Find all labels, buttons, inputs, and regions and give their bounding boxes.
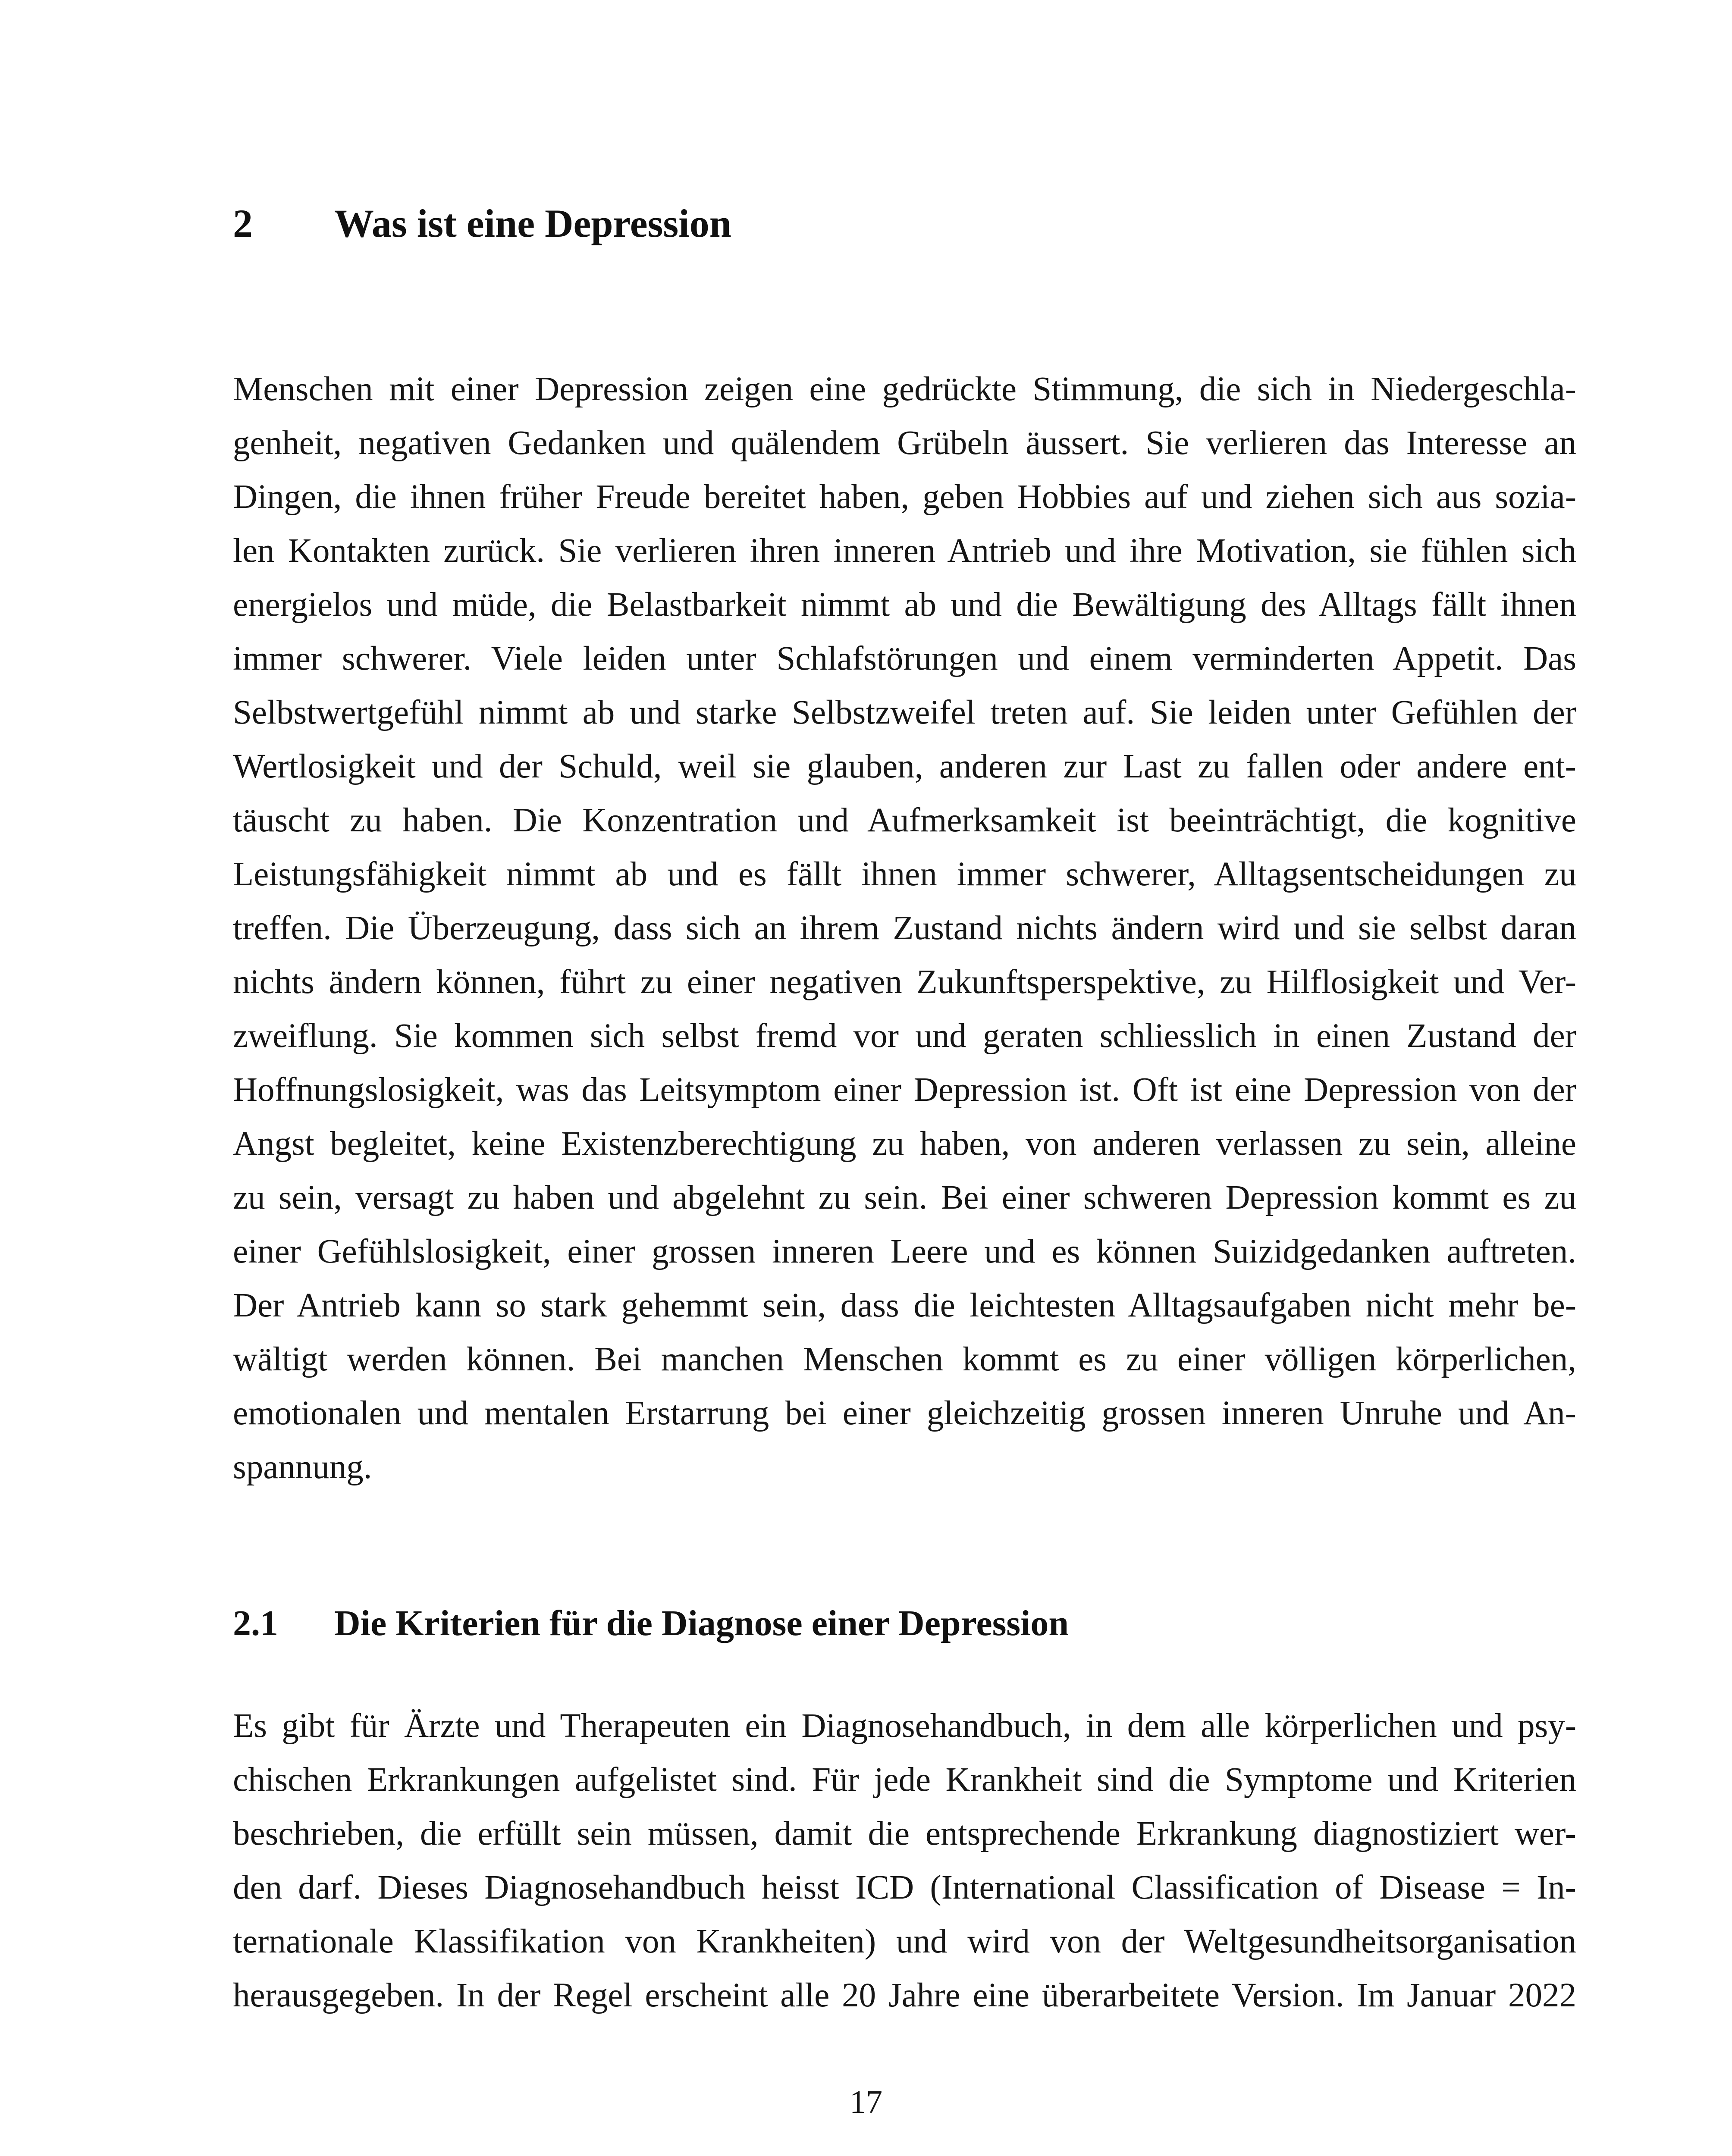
subsection-heading <box>233 1595 1570 1651</box>
page-number: 17 <box>850 2084 882 2120</box>
text-line: Hoffnungslosigkeit, was das Leitsymptom einer Depression ist. Oft ist eine Depression von der <box>233 1071 1576 1109</box>
text-line: Selbstwertgefühl nimmt ab und starke Selbstzweifel treten auf. Sie leiden unter Gefühlen der <box>233 694 1576 731</box>
text-line: chischen Erkrankungen aufgelistet sind. Für jede Krankheit sind die Symptome und Kriterien <box>233 1761 1576 1799</box>
text-line: len Kontakten zurück. Sie verlieren ihren inneren Antrieb und ihre Motivation, sie fühlen sich <box>233 532 1576 570</box>
text-line: emotionalen und mentalen Erstarrung bei einer gleichzeitig grossen inneren Unruhe und An- <box>233 1395 1576 1432</box>
text-line: einer Gefühlslosigkeit, einer grossen inneren Leere und es können Suizidgedanken auftreten. <box>233 1233 1576 1270</box>
text-line: genheit, negativen Gedanken und quälendem Grübeln äussert. Sie verlieren das Interesse an <box>233 424 1576 462</box>
section-title: Was ist eine Depression <box>334 201 731 245</box>
text-line: Dingen, die ihnen früher Freude bereitet haben, geben Hobbies auf und ziehen sich aus sozia- <box>233 478 1576 516</box>
text-line: herausgegeben. In der Regel erscheint alle 20 Jahre eine überarbeitete Version. Im Januar 2022 <box>233 1977 1576 2014</box>
text-line: den darf. Dieses Diagnosehandbuch heisst ICD (International Classification of Disease = In- <box>233 1869 1576 1906</box>
body-paragraph-1 <box>233 362 1576 1494</box>
section-heading <box>233 193 1570 254</box>
text-line: Angst begleitet, keine Existenzberechtigung zu haben, von anderen verlassen zu sein, alleine <box>233 1125 1576 1163</box>
text-line: Es gibt für Ärzte und Therapeuten ein Diagnosehandbuch, in dem alle körperlichen und psy- <box>233 1707 1576 1745</box>
body-paragraph-2 <box>233 1699 1576 2022</box>
text-line: Der Antrieb kann so stark gehemmt sein, dass die leichtesten Alltagsaufgaben nicht mehr be- <box>233 1287 1576 1324</box>
text-line: ternationale Klassifikation von Krankheiten) und wird von der Weltgesundheitsorganisation <box>233 1923 1576 1960</box>
text-line: zu sein, versagt zu haben und abgelehnt zu sein. Bei einer schweren Depression kommt es zu <box>233 1179 1576 1216</box>
text-line: nichts ändern können, führt zu einer negativen Zukunftsperspektive, zu Hilflosigkeit und Ver- <box>233 963 1576 1001</box>
subsection-title: Die Kriterien für die Diagnose einer Depression <box>334 1603 1069 1643</box>
text-line: wältigt werden können. Bei manchen Menschen kommt es zu einer völligen körperlichen, <box>233 1341 1576 1378</box>
text-line: Menschen mit einer Depression zeigen eine gedrückte Stimmung, die sich in Niedergeschla- <box>233 370 1576 408</box>
text-line: zweiflung. Sie kommen sich selbst fremd vor und geraten schliesslich in einen Zustand der <box>233 1017 1576 1055</box>
text-line: beschrieben, die erfüllt sein müssen, damit die entsprechende Erkrankung diagnostiziert wer- <box>233 1815 1576 1852</box>
text-line: Leistungsfähigkeit nimmt ab und es fällt ihnen immer schwerer, Alltagsentscheidungen zu <box>233 856 1576 893</box>
text-line: immer schwerer. Viele leiden unter Schlafstörungen und einem verminderten Appetit. Das <box>233 640 1576 677</box>
text-line: Wertlosigkeit und der Schuld, weil sie glauben, anderen zur Last zu fallen oder andere ent- <box>233 748 1576 785</box>
text-line: energielos und müde, die Belastbarkeit nimmt ab und die Bewältigung des Alltags fällt ihnen <box>233 586 1576 624</box>
section-number: 2 <box>233 201 253 245</box>
text-line: täuscht zu haben. Die Konzentration und Aufmerksamkeit ist beeinträchtigt, die kognitive <box>233 802 1576 839</box>
subsection-number: 2.1 <box>233 1603 278 1643</box>
text-line: spannung. <box>233 1448 372 1486</box>
text-line: treffen. Die Überzeugung, dass sich an ihrem Zustand nichts ändern wird und sie selbst daran <box>233 909 1576 947</box>
